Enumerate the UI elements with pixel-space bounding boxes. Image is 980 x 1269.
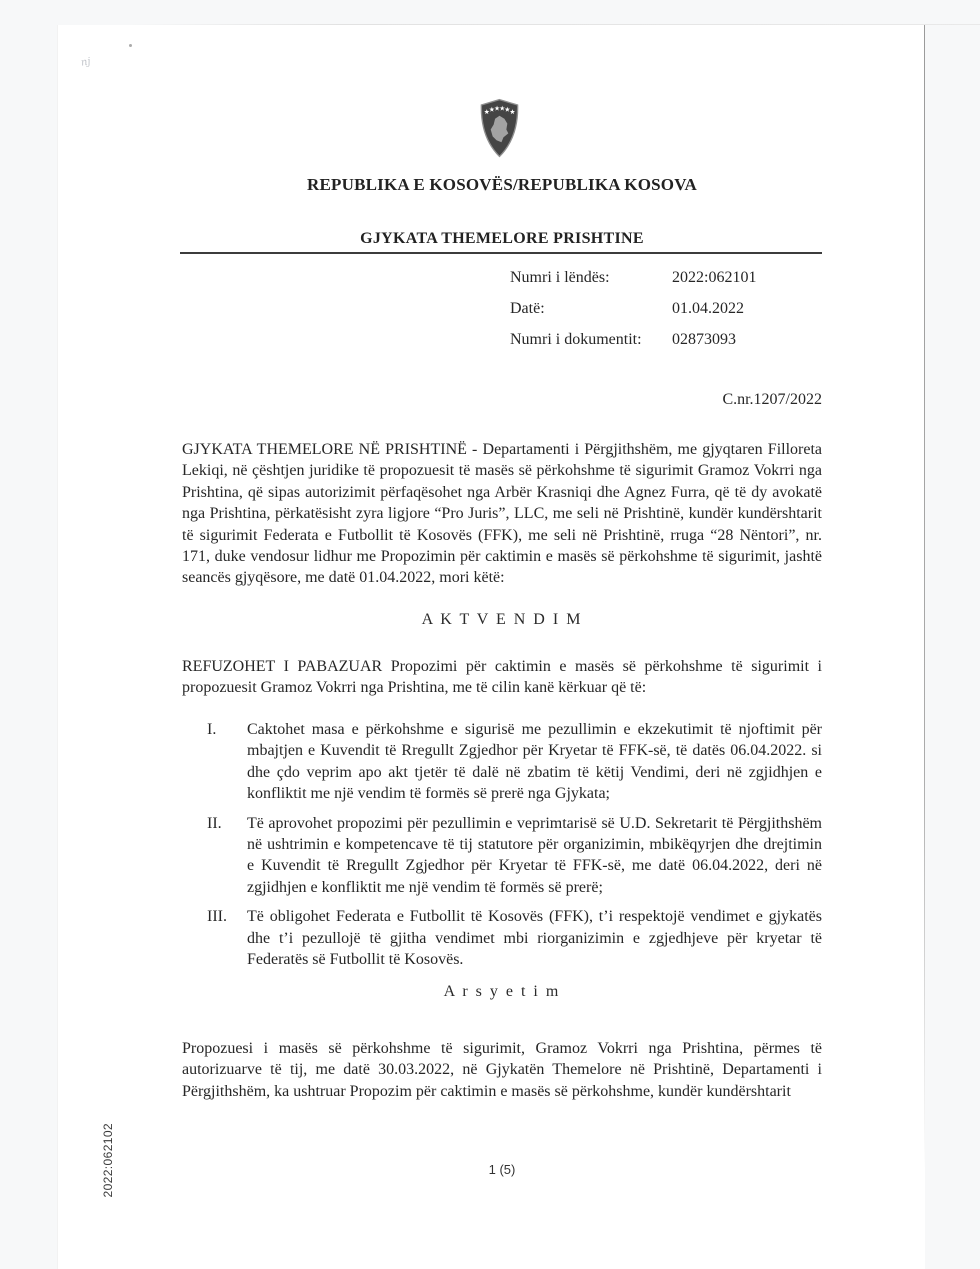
page-right-edge-line (924, 25, 925, 1170)
item-text: Caktohet masa e përkohshme e sigurisë me pezullimin e ekzekutimit të njoftimit për mbajtjen e Kuvendit të Rregullt Zgjedhor për Kryetar të FFK-së, të datës 06.04.2022. si dhe çdo veprim apo akt tjetër të dalë në zbatim të këtij Vendimi, deri në zgjidhjen e konfliktit me një vendim të formës së prerë nga Gjykata; (247, 721, 822, 803)
page-left-edge-line (57, 25, 58, 1269)
decision-item-1 (182, 719, 822, 805)
republic-title: REPUBLIKA E KOSOVËS/REPUBLIKA KOSOVA (307, 175, 697, 194)
metadata-row (510, 268, 756, 287)
vertical-document-id: 2022:062102 (101, 1123, 115, 1198)
case-metadata-block (510, 268, 756, 361)
court-name-heading: GJYKATA THEMELORE PRISHTINE (360, 230, 644, 247)
metadata-value: 2022:062101 (672, 269, 757, 286)
item-text: Të aprovohet propozimi për pezullimin e veprimtarisë së U.D. Sekretarit të Përgjithshëm në ushtrimin e kompetencave të tij statutore për organizimin, mbikëqyrjen dhe drejtimin e Kuvendit të Rregullt Zgjedhor për Kryetar të FFK-së, me datë 06.04.2022, deri në zgjidhjen e konfliktit me një vendim të formës së prerë; (247, 814, 822, 896)
page-number: 1 (5) (488, 1162, 516, 1177)
decision-heading: A K T V E N D I M (421, 611, 583, 628)
header-divider (180, 252, 822, 254)
case-number: C.nr.1207/2022 (722, 391, 822, 408)
page-top-edge-line (130, 24, 980, 25)
item-numeral: II. (207, 814, 222, 832)
document-page (57, 25, 925, 1269)
decision-item-2 (182, 813, 822, 899)
metadata-label: Datë: (510, 300, 545, 317)
reasoning-paragraph: Propozuesi i masës së përkohshme të sigurimit, Gramoz Vokrri nga Prishtina, përmes të autorizuarve të tij, me datë 30.03.2022, në Gjykatën Themelore në Prishtinë, Departamenti i Përgjithshëm, ka ushtruar Propozim për caktimin e masës së përkohshme, kundër kundërshtarit (182, 1040, 822, 1100)
intro-paragraph: GJYKATA THEMELORE NË PRISHTINË - Departamenti i Përgjithshëm, me gjyqtaren Filloreta Lekiqi, në çështjen juridike të propozuesit të masës së përkohshme të sigurimit Gramoz Vokrri nga Prishtina, që sipas autorizimit përfaqësohet nga Arbër Krasniqi dhe Agnez Furra, që të dy avokatë nga Prishtina, përkatësisht zyra ligjore “Pro Juris”, LLC, me seli në Prishtinë, kundër kundërshtarit të sigurimit Federata e Futbollit të Kosovës (FFK), me seli në Prishtinë, rruga “28 Nëntori”, nr. 171, duke vendosur lidhur me Propozimin për caktimin e masës së përkohshme të sigurimit, jashtë seancës gjyqësore, me datë 01.04.2022, mori këtë: (182, 441, 822, 587)
item-text: Të obligohet Federata e Futbollit të Kosovës (FFK), t’i respektojë vendimet e gjykatës dhe t’i pezullojë të gjitha vendimet mbi riorganizimin e zgjedhjeve për kryetar të Federatës së Futbollit të Kosovës. (247, 908, 822, 969)
scan-artifact-dot (129, 44, 132, 47)
decision-intro-paragraph: REFUZOHET I PABAZUAR Propozimi për caktimin e masës së përkohshme të sigurimit i propozuesit Gramoz Vokrri nga Prishtina, me të cilin kanë kërkuar që të: (182, 658, 822, 697)
scan-artifact-mark: nj (80, 56, 92, 69)
reasoning-heading: A r s y e t i m (443, 983, 561, 1000)
item-numeral: I. (207, 721, 217, 738)
metadata-row (510, 330, 756, 349)
item-numeral: III. (207, 908, 227, 926)
kosovo-coat-of-arms-icon (476, 97, 523, 162)
decision-item-3 (182, 906, 822, 970)
metadata-value: 01.04.2022 (672, 300, 744, 317)
metadata-row (510, 299, 756, 318)
metadata-value: 02873093 (672, 331, 736, 348)
decision-items-list (182, 719, 822, 978)
metadata-label: Numri i lëndës: (510, 269, 610, 286)
metadata-label: Numri i dokumentit: (510, 331, 642, 348)
